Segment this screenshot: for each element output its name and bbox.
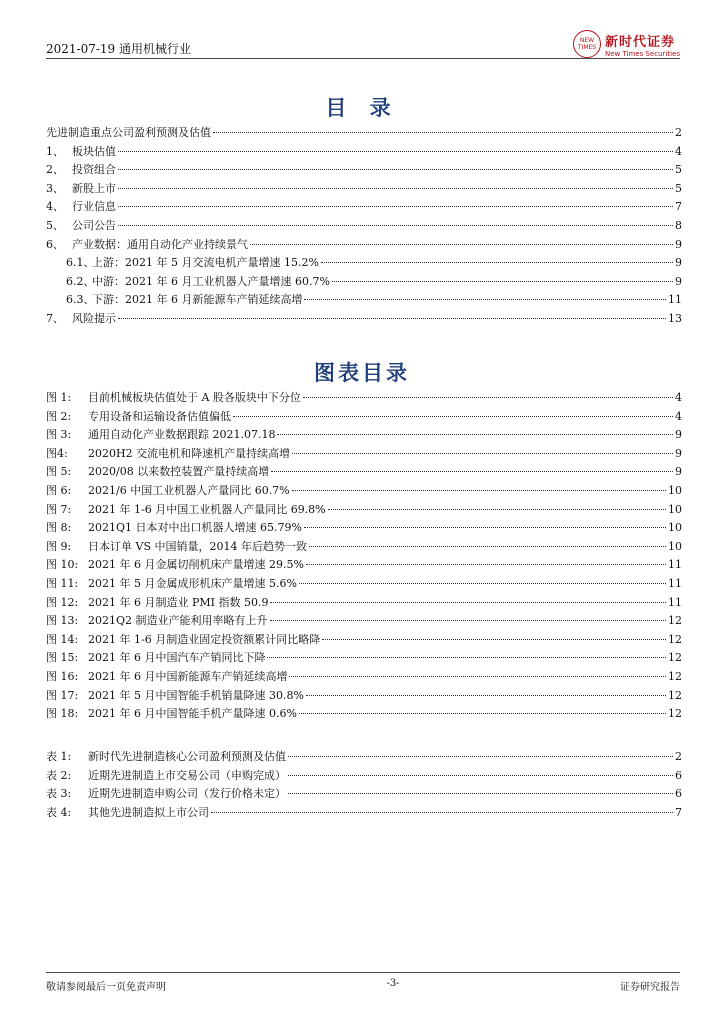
entry-number: 图 18: [46,707,79,721]
entry-label: 新股上市 [72,181,116,195]
entry-number: 6.1、 [66,256,95,270]
figures-entry[interactable] [46,482,682,501]
entry-label: 板块估值 [72,144,116,158]
toc-entry[interactable] [46,254,682,273]
dot-leader [211,812,673,813]
dot-leader [250,244,673,245]
entry-page: 2 [675,126,682,139]
entry-number: 图 7: [46,502,72,516]
footer-report-type: 证券研究报告 [620,982,680,993]
toc-entry[interactable] [46,217,682,236]
entry-number: 5、 [46,218,64,232]
figures-entry[interactable] [46,594,682,613]
entry-number: 图 5: [46,465,72,479]
entry-page: 11 [668,595,682,609]
entry-label: 通用自动化产业数据跟踪 2021.07.18 [88,428,276,442]
figures-entry[interactable] [46,668,682,687]
entry-label: 2021 年 1-6 月制造业固定投资额累计同比略降 [88,632,321,646]
entry-number: 表 2: [46,768,72,782]
toc-entry[interactable] [46,291,682,310]
entry-number: 图4: [46,446,68,460]
figures-entry[interactable] [46,612,682,631]
entry-label: 2021 年 6 月中国智能手机产量降速 0.6% [88,707,297,721]
dot-leader [270,602,666,603]
entry-number: 图 12: [46,595,79,609]
entry-number: 图 10: [46,558,79,572]
entry-page: 4 [675,409,682,423]
dot-leader [118,188,673,189]
toc-title: 目 录 [325,96,399,120]
entry-number: 图 8: [46,521,72,535]
figures-entry[interactable] [46,631,682,650]
dot-leader [118,169,673,170]
figure-list-title: 图表目录 [314,361,410,385]
dot-leader [233,416,673,417]
dot-leader [332,281,673,282]
dot-leader [292,490,666,491]
entry-page: 12 [668,669,682,683]
tables-entry[interactable] [46,748,682,767]
entry-page: 9 [675,274,682,288]
entry-page: 10 [668,521,682,535]
entry-page: 4 [675,144,682,158]
figures-entry[interactable] [46,519,682,538]
dot-leader [303,397,673,398]
figures-entry[interactable] [46,687,682,706]
entry-number: 4、 [46,200,64,214]
entry-label: 专用设备和运输设备估值偏低 [88,409,231,423]
entry-label: 2021 年 5 月金属成形机床产量增速 5.6% [88,576,297,590]
entry-number: 表 1: [46,750,72,763]
figures-entry[interactable] [46,705,682,724]
logo-badge-icon [573,30,601,58]
figures-entry[interactable] [46,426,682,445]
figures-entry[interactable] [46,463,682,482]
entry-page: 5 [675,163,682,177]
entry-page: 11 [668,576,682,590]
figures-entry[interactable] [46,408,682,427]
logo-name-en: New Times Securities [605,49,680,58]
entry-label: 上游：2021 年 5 月交流电机产量增速 15.2% [92,256,319,270]
table-list [46,748,682,822]
entry-page: 9 [675,465,682,479]
entry-page: 12 [668,651,682,665]
entry-number: 图 17: [46,688,79,702]
entry-label: 公司公告 [72,218,116,232]
entry-label: 中游：2021 年 6 月工业机器人产量增速 60.7% [92,274,330,288]
entry-label: 其他先进制造拟上市公司 [88,805,209,819]
entry-label: 2020H2 交流电机和降速机产量持续高增 [88,446,291,460]
entry-page: 6 [675,787,682,801]
dot-leader [288,756,673,757]
entry-label: 投资组合 [72,163,116,177]
toc-entry[interactable] [46,198,682,217]
dot-leader [271,471,673,472]
entry-page: 12 [668,707,682,721]
entry-number: 1、 [46,144,64,158]
header-divider [46,58,680,59]
entry-label: 2021 年 6 月金属切削机床产量增速 29.5% [88,558,304,572]
dot-leader [304,299,666,300]
footer-disclaimer: 敬请参阅最后一页免责声明 [46,982,166,993]
entry-page: 9 [675,446,682,460]
logo-badge-bottom: TIMES [577,44,597,51]
entry-number: 2、 [46,163,64,177]
entry-number: 图 3: [46,428,72,442]
entry-page: 11 [668,558,682,572]
figures-entry[interactable] [46,649,682,668]
entry-number: 6.3、 [66,293,95,307]
entry-label: 2021 年 5 月中国智能手机销量降速 30.8% [88,688,304,702]
entry-number: 图 11: [46,576,79,590]
entry-page: 10 [668,483,682,497]
entry-label: 目前机械板块估值处于 A 股各版块中下分位 [88,391,301,404]
dot-leader [299,713,666,714]
page-footer [46,978,680,993]
dot-leader [288,775,673,776]
toc-list [46,124,682,329]
entry-number: 3、 [46,181,64,195]
dot-leader [306,695,666,696]
entry-label: 先进制造重点公司盈利预测及估值 [46,126,211,139]
dot-leader [277,434,673,435]
entry-label: 2021Q1 日本对中出口机器人增速 65.79% [88,521,302,535]
entry-number: 图 2: [46,409,72,423]
entry-page: 7 [675,200,682,214]
entry-number: 图 16: [46,669,79,683]
dot-leader [118,225,673,226]
company-logo [573,30,680,58]
entry-number: 图 9: [46,539,72,553]
tables-entry[interactable] [46,804,682,823]
entry-page: 7 [675,805,682,819]
figure-list [46,389,682,724]
entry-label: 下游：2021 年 6 月新能源车产销延续高增 [92,293,303,307]
logo-badge-top: NEW [579,37,595,44]
entry-label: 2020/08 以来数控装置产量持续高增 [88,465,270,479]
entry-number: 表 4: [46,805,72,819]
dot-leader [267,657,666,658]
dot-leader [289,676,666,677]
dot-leader [118,206,673,207]
entry-number: 图 6: [46,483,72,497]
header-date-industry: 2021-07-19 通用机械行业 [46,42,192,56]
entry-page: 4 [675,391,682,404]
dot-leader [118,151,673,152]
entry-number: 图 14: [46,632,79,646]
dot-leader [299,583,666,584]
figures-entry[interactable] [46,445,682,464]
dot-leader [292,453,673,454]
entry-page: 12 [668,688,682,702]
entry-number: 6、 [46,237,64,251]
entry-number: 7、 [46,311,64,325]
entry-page: 2 [675,750,682,763]
toc-entry[interactable] [46,124,682,143]
entry-label: 风险提示 [72,311,116,325]
logo-name: 新时代证券 [605,34,676,50]
dot-leader [309,546,666,547]
entry-number: 表 3: [46,787,72,801]
entry-page: 10 [668,539,682,553]
figures-entry[interactable] [46,501,682,520]
toc-entry[interactable] [46,180,682,199]
footer-divider [46,972,680,973]
tables-entry[interactable] [46,785,682,804]
entry-page: 9 [675,256,682,270]
entry-label: 2021Q2 制造业产能利用率略有上升 [88,614,268,628]
entry-label: 2021/6 中国工业机器人产量同比 60.7% [88,483,290,497]
dot-leader [118,318,666,319]
entry-page: 11 [668,293,682,307]
entry-number: 图 1: [46,391,72,404]
figures-entry[interactable] [46,575,682,594]
figures-entry[interactable] [46,556,682,575]
tables-entry[interactable] [46,767,682,786]
entry-page: 9 [675,428,682,442]
entry-label: 近期先进制造申购公司（发行价格未定） [88,787,286,801]
entry-page: 5 [675,181,682,195]
entry-page: 12 [668,632,682,646]
entry-label: 新时代先进制造核心公司盈利预测及估值 [88,750,286,763]
entry-number: 图 15: [46,651,79,665]
dot-leader [270,620,666,621]
toc-entry[interactable] [46,310,682,329]
dot-leader [213,132,673,133]
toc-entry[interactable] [46,273,682,292]
entry-page: 8 [675,218,682,232]
entry-number: 图 13: [46,614,79,628]
entry-number: 6.2、 [66,274,95,288]
figures-entry[interactable] [46,538,682,557]
toc-entry[interactable] [46,236,682,255]
toc-entry[interactable] [46,143,682,162]
entry-page: 13 [668,311,682,325]
dot-leader [328,509,666,510]
entry-page: 12 [668,614,682,628]
dot-leader [322,639,666,640]
entry-page: 10 [668,502,682,516]
dot-leader [306,564,666,565]
dot-leader [321,262,673,263]
entry-page: 9 [675,237,682,251]
entry-label: 行业信息 [72,200,116,214]
dot-leader [304,527,666,528]
entry-label: 近期先进制造上市交易公司（申购完成） [88,768,286,782]
entry-label: 2021 年 6 月中国汽车产销同比下降 [88,651,266,665]
toc-entry[interactable] [46,161,682,180]
page-number: -3- [386,978,400,989]
entry-label: 日本订单 VS 中国销量，2014 年后趋势一致 [88,539,307,553]
dot-leader [288,793,673,794]
entry-label: 2021 年 6 月制造业 PMI 指数 50.9 [88,595,269,609]
entry-page: 6 [675,768,682,782]
entry-label: 2021 年 1-6 月中国工业机器人产量同比 69.8% [88,502,326,516]
entry-label: 2021 年 6 月中国新能源车产销延续高增 [88,669,288,683]
figures-entry[interactable] [46,389,682,408]
entry-label: 产业数据：通用自动化产业持续景气 [72,237,248,251]
